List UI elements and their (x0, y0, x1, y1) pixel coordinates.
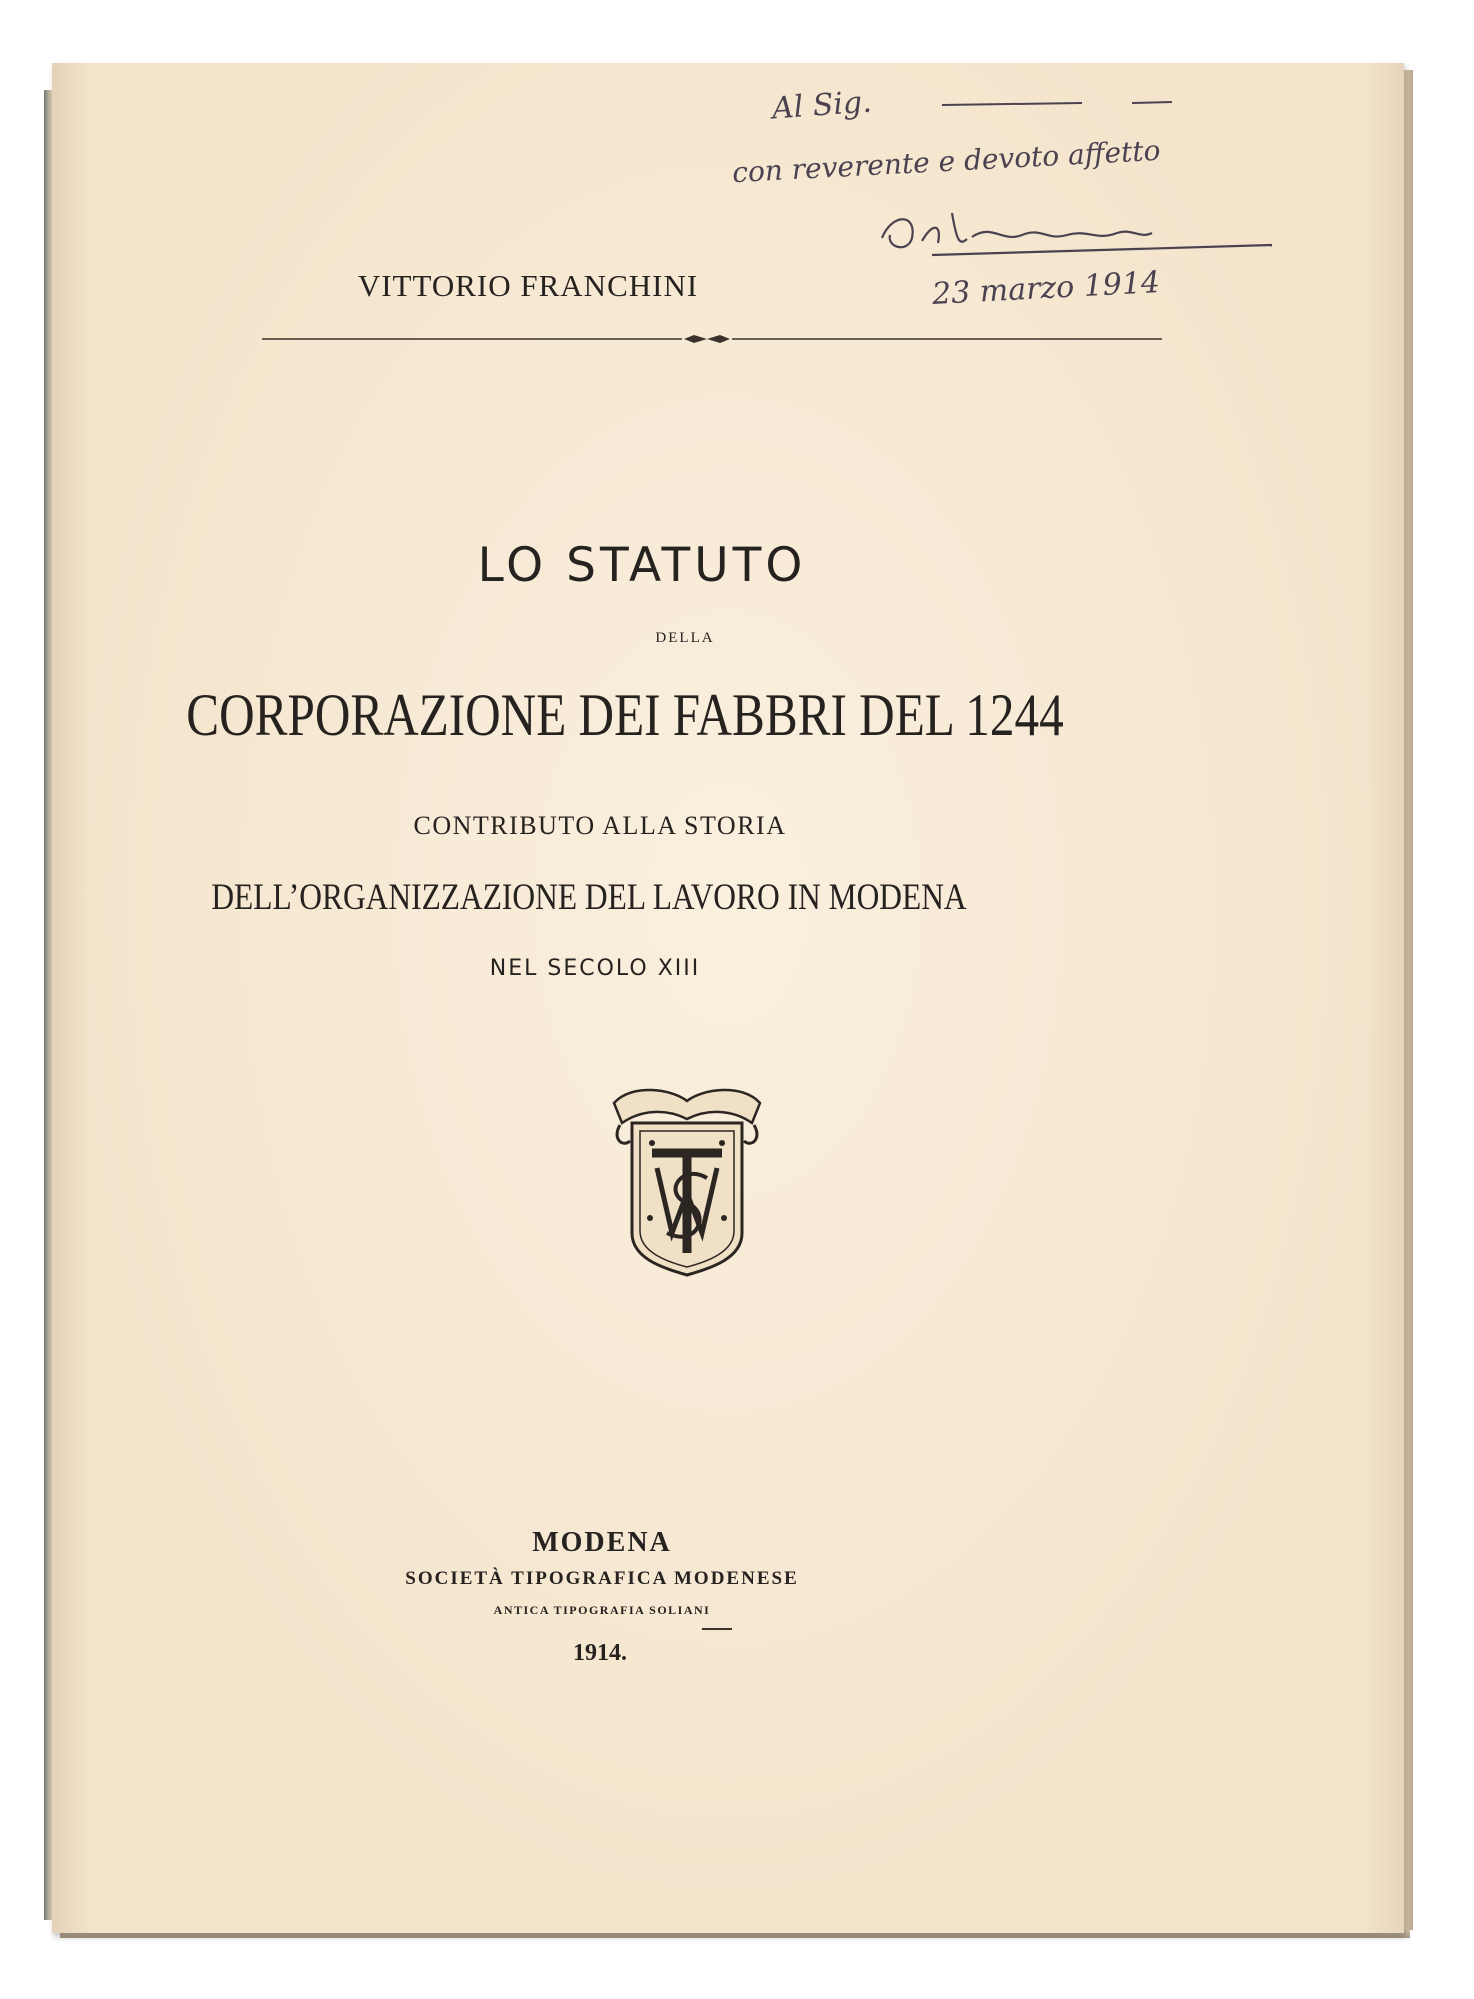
inscription-recipient: Al Sig. (770, 84, 873, 127)
title-line-2: CORPORAZIONE DEI FABBRI DEL 1244 (186, 682, 1064, 748)
inscription-date: 23 marzo 1914 (931, 265, 1161, 312)
subtitle-line-1: CONTRIBUTO ALLA STORIA (413, 811, 787, 840)
title-line-1: LO STATUTO (477, 538, 807, 593)
subtitle-line-2: DELL’ORGANIZZAZIONE DEL LAVORO IN MODENA (211, 877, 967, 918)
imprint-divider (702, 1628, 732, 1630)
ornamental-rule (262, 331, 1162, 347)
imprint-former-name: ANTICA TIPOGRAFIA SOLIANI (493, 1603, 711, 1617)
imprint-publisher: SOCIETÀ TIPOGRAFICA MODENESE (405, 1568, 799, 1589)
handwritten-signature (872, 183, 1292, 273)
author-name: VITTORIO FRANCHINI (357, 268, 699, 303)
title-page (52, 63, 1404, 1933)
printer-mark (612, 1083, 762, 1278)
title-connector: DELLA (655, 630, 715, 646)
inscription-dedication: con reverente e devoto affetto (731, 133, 1162, 190)
inscription-dash (932, 83, 1242, 123)
imprint-city: MODENA (532, 1527, 672, 1558)
subtitle-line-3: NEL SECOLO XIII (489, 956, 701, 981)
right-page-edge (1403, 70, 1413, 1930)
imprint-year: 1914. (573, 1640, 627, 1666)
